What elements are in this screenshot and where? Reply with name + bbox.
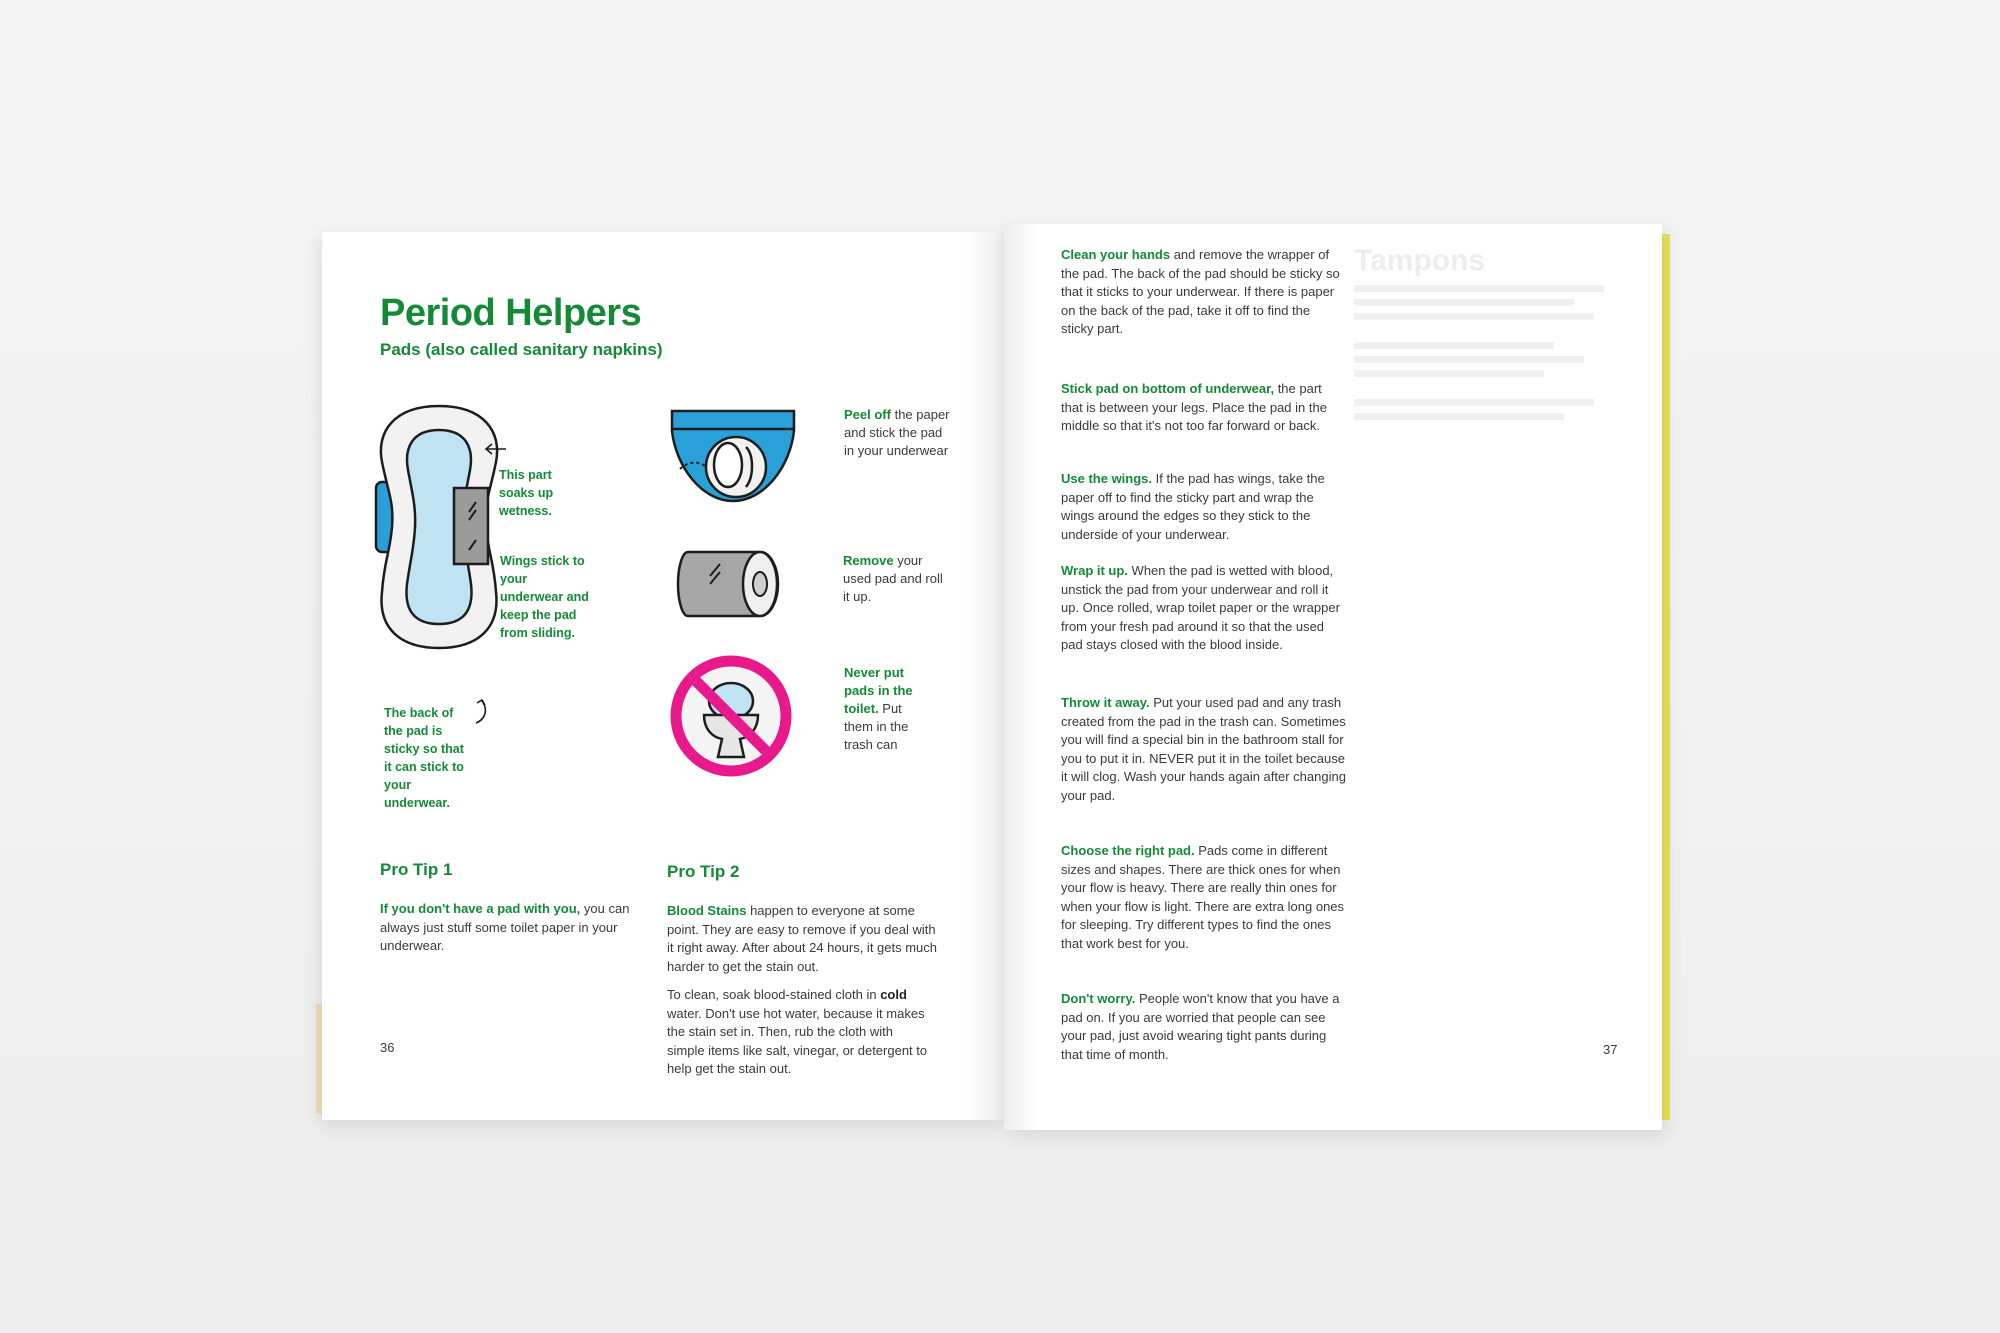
arrow-icon (482, 442, 508, 456)
instruction-throw: Throw it away. Put your used pad and any trash created from the pad in the trash can. Sometimes you will find a special bin in the bathroom stall for you to put it in. NEVER put it in the toilet because it will clog. Wash your hands again after changing your pad. (1061, 695, 1346, 803)
instruction-wrap: Wrap it up. When the pad is wetted with blood, unstick the pad from your underwear and roll it up. Once rolled, wrap toilet paper or the wrapper from your fresh pad around it so that the used pad stays closed with the blood inside. (1061, 563, 1340, 652)
pad-diagram-icon (374, 402, 504, 652)
instruction-dont-worry: Don't worry. People won't know that you have a pad on. If you are worried that people can see your pad, just avoid wearing tight pants during that time of month. (1061, 991, 1340, 1062)
protip1-heading: Pro Tip 1 (380, 860, 453, 879)
instruction-stick-pad: Stick pad on bottom of underwear, the part that is between your legs. Place the pad in the middle so that it's not too far forward or back. (1061, 381, 1327, 433)
step-peel: Peel off the paper and stick the pad in your underwear (844, 407, 950, 458)
page-number-left: 36 (380, 1040, 395, 1055)
no-toilet-icon (668, 653, 794, 779)
instruction-clean-hands: Clean your hands and remove the wrapper of the pad. The back of the pad should be sticky so that it sticks to your underwear. If there is paper on the back of the pad, take it off to find the sticky part. (1061, 247, 1340, 336)
instruction-wings: Use the wings. If the pad has wings, take the paper off to find the sticky part and wrap the wings around the edges so they stick to the underside of your underwear. (1061, 471, 1325, 542)
page-subtitle: Pads (also called sanitary napkins) (380, 340, 663, 359)
label-wings: Wings stick to your underwear and keep the pad from sliding. (500, 554, 589, 640)
protip1-text: If you don't have a pad with you, you can always just stuff some toilet paper in your underwear. (380, 901, 630, 953)
step-remove: Remove your used pad and roll it up. (843, 553, 943, 604)
instruction-choose: Choose the right pad. Pads come in different sizes and shapes. There are thick ones for when your flow is heavy. There are really thin ones for when your flow is light. There are extra long ones for sleeping. Try different types to find the ones that work best for you. (1061, 843, 1345, 951)
step-never: Never put pads in the toilet. Put them in the trash can (844, 665, 913, 752)
rolled-pad-icon (670, 546, 782, 622)
open-booklet (322, 214, 1677, 1120)
label-back: The back of the pad is sticky so that it can stick to your underwear. (384, 706, 464, 810)
left-page (322, 232, 1004, 1120)
cover-edge (1662, 234, 1670, 1120)
protip2-p2: To clean, soak blood-stained cloth in cold water. Don't use hot water, because it makes the stain set in. Then, rub the cloth with simple items like salt, vinegar, or detergent to help get the stain out. (667, 987, 928, 1076)
page-title: Period Helpers (380, 292, 642, 334)
right-page (1004, 224, 1662, 1130)
page-number-right: 37 (1603, 1042, 1618, 1057)
protip2-p1: Blood Stains happen to everyone at some point. They are easy to remove if you deal with it right away. After about 24 hours, it gets much harder to get the stain out. (667, 903, 938, 974)
underwear-icon (668, 407, 798, 505)
protip2-heading: Pro Tip 2 (667, 862, 740, 881)
show-through-text: Tampons (1354, 244, 1644, 844)
curved-arrow-icon (472, 697, 494, 725)
label-soaks: This part soaks up wetness. (499, 468, 554, 518)
